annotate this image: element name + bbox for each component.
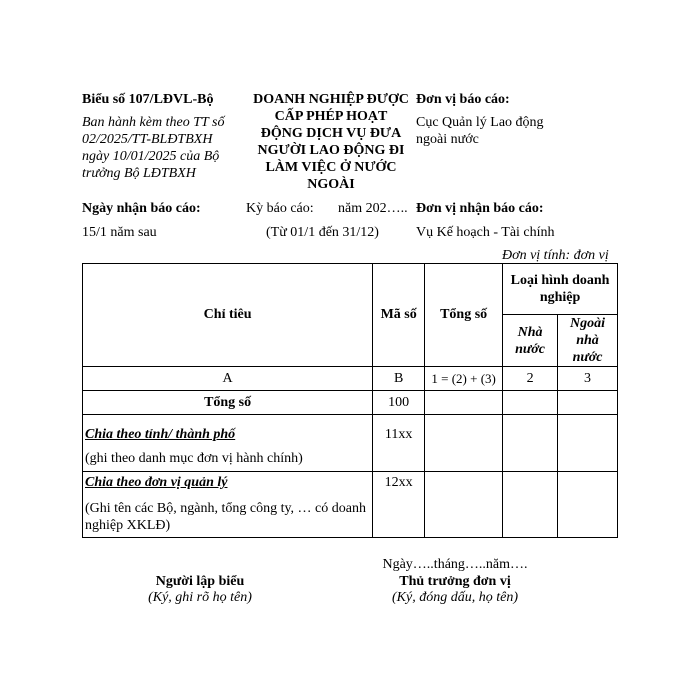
reporting-unit-block: [416, 91, 616, 148]
report-title: [246, 91, 416, 193]
col-nonstate-header: Ngoài nhà nước: [558, 315, 618, 367]
cell: [425, 415, 503, 472]
cell: [558, 472, 618, 538]
receiving-unit-value: Vụ Kế hoạch - Tài chính: [416, 225, 555, 240]
preparer-block: [120, 574, 280, 606]
receive-date-value: 15/1 năm sau: [82, 225, 157, 240]
col-indicator-header: Chỉ tiêu: [83, 264, 373, 367]
preparer-note: (Ký, ghi rõ họ tên): [148, 590, 252, 605]
title-line: LÀM VIỆC Ở NƯỚC: [265, 160, 397, 175]
cell: [503, 472, 558, 538]
index-2: 2: [503, 367, 558, 391]
row-mgmt-note: (Ghi tên các Bộ, ngành, tổng công ty, … có doanh nghiệp XKLĐ): [85, 501, 366, 533]
title-line: NGOÀI: [307, 177, 355, 192]
row-total-code: 100: [373, 391, 425, 415]
cell: [425, 472, 503, 538]
row-province-code: 11xx: [373, 415, 425, 472]
preparer-title: Người lập biểu: [155, 574, 245, 589]
reporting-unit-label: Đơn vị báo cáo:: [416, 92, 510, 107]
issued-with-text: Ban hành kèm theo TT số 02/2025/TT-BLĐTBXH ngày 10/01/2025 của Bộ trưởng Bộ LĐTBXH: [82, 115, 225, 181]
row-mgmt-code: 12xx: [373, 472, 425, 538]
index-a: A: [83, 367, 373, 391]
title-line: ĐỘNG DỊCH VỤ ĐƯA: [260, 126, 402, 141]
title-line: NGƯỜI LAO ĐỘNG ĐI: [257, 143, 405, 158]
row-mgmt-label: Chia theo đơn vị quản lý: [85, 475, 228, 490]
cell: [503, 415, 558, 472]
head-block: [355, 574, 555, 606]
table-row: [83, 472, 618, 538]
row-total-label: Tổng số: [83, 391, 373, 415]
head-title: Thủ trưởng đơn vị: [399, 574, 511, 589]
unit-note: Đơn vị tính: đơn vị: [502, 248, 609, 263]
cell: [425, 391, 503, 415]
cell: [558, 391, 618, 415]
signature-date-line: Ngày…..tháng…..năm….: [382, 557, 528, 572]
row-province-label: Chia theo tỉnh/ thành phố: [85, 427, 236, 442]
cell: [503, 391, 558, 415]
index-total: 1 = (2) + (3): [425, 367, 503, 391]
form-info-block: [82, 91, 242, 182]
title-line: CẤP PHÉP HOẠT: [274, 109, 388, 124]
report-table: [82, 263, 618, 538]
col-state-header: Nhà nước: [503, 315, 558, 367]
period-range: (Từ 01/1 đến 31/12): [266, 225, 379, 240]
row-province-cell: [83, 415, 373, 472]
title-line: DOANH NGHIỆP ĐƯỢC: [253, 92, 409, 107]
table-row: [83, 391, 618, 415]
row-province-note: (ghi theo danh mục đơn vị hành chính): [85, 451, 303, 466]
col-total-header: Tổng số: [425, 264, 503, 367]
period-year: năm 202…..: [338, 201, 408, 216]
cell: [558, 415, 618, 472]
col-group-header: Loại hình doanh nghiệp: [503, 264, 618, 315]
period-label: Kỳ báo cáo:: [246, 201, 314, 216]
reporting-unit-value: Cục Quản lý Lao động ngoài nước: [416, 115, 544, 147]
table-row: [83, 415, 618, 472]
form-code: Biểu số 107/LĐVL-Bộ: [82, 92, 214, 107]
index-3: 3: [558, 367, 618, 391]
col-code-header: Mã số: [373, 264, 425, 367]
row-mgmt-cell: [83, 472, 373, 538]
head-note: (Ký, đóng dấu, họ tên): [392, 590, 518, 605]
index-b: B: [373, 367, 425, 391]
receive-date-label: Ngày nhận báo cáo:: [82, 201, 201, 216]
receiving-unit-label: Đơn vị nhận báo cáo:: [416, 201, 544, 216]
